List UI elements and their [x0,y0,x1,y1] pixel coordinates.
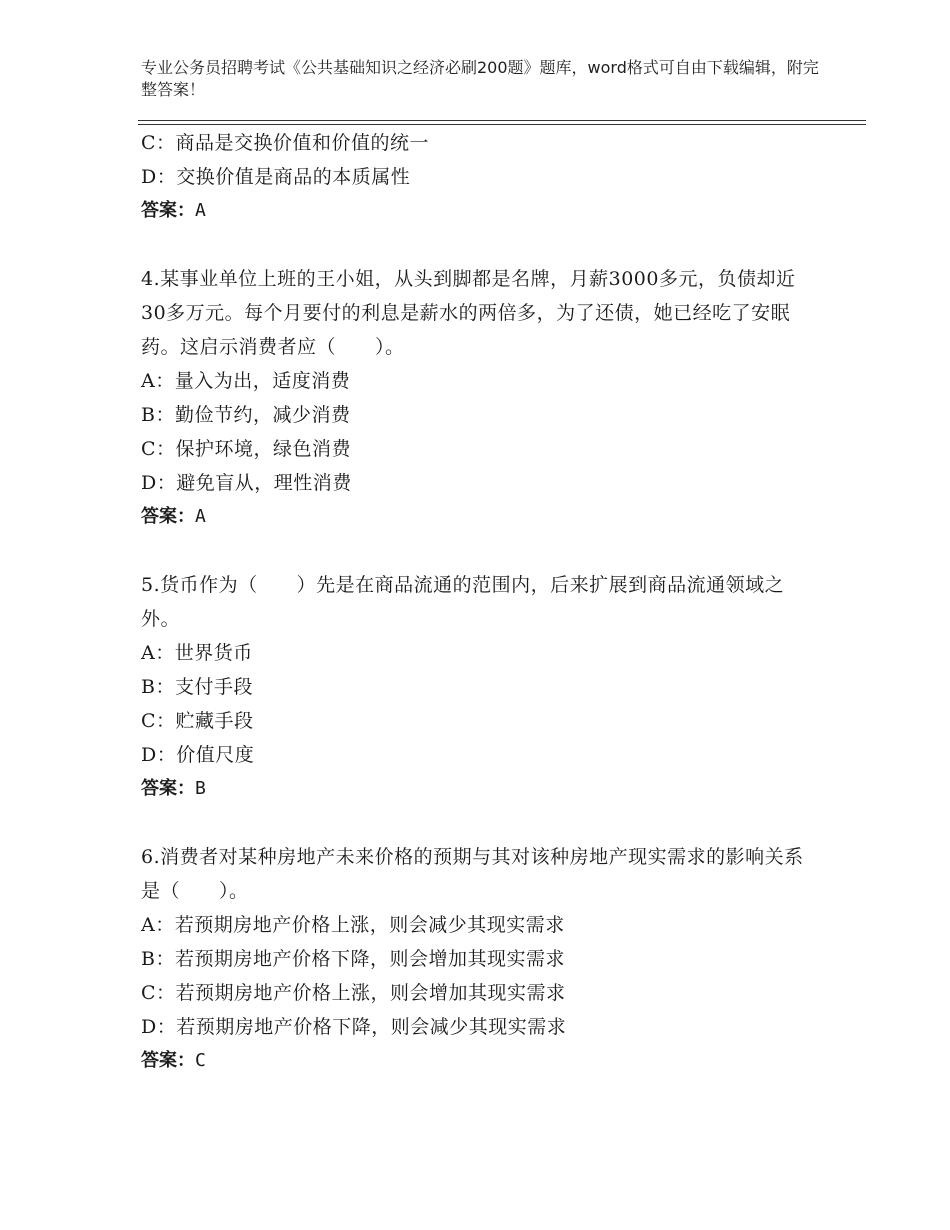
question-4 [141,262,821,534]
question-stem: 5.货币作为（ ）先是在商品流通的范围内，后来扩展到商品流通领域之外。 [141,574,785,630]
answer-value: C [195,1050,206,1071]
option-d: D：价值尺度 [141,744,255,766]
answer-label: 答案： [141,778,195,799]
document-header: 专业公务员招聘考试《公共基础知识之经济必刷200题》题库，word格式可自由下载编辑，附完整答案！ [141,58,819,99]
option-c: C：保护环境，绿色消费 [141,438,352,460]
answer-line [141,194,821,228]
header-rule-thin [138,124,866,125]
answer-line [141,772,821,806]
option-b: B：支付手段 [141,676,253,698]
option-d: D：避免盲从，理性消费 [141,472,352,494]
question-6 [141,840,821,1078]
option-d: D：交换价值是商品的本质属性 [141,166,411,188]
question-stem: 4.某事业单位上班的王小姐，从头到脚都是名牌，月薪3000多元，负债却近30多万元。每个月要付的利息是薪水的两倍多，为了还债，她已经吃了安眠药。这启示消费者应（ ）。 [141,268,796,358]
document-body [141,126,821,1078]
option-c: C：贮藏手段 [141,710,254,732]
question-5 [141,568,821,806]
option-c: C：商品是交换价值和价值的统一 [141,132,430,154]
option-a: A：量入为出，适度消费 [141,370,351,392]
option-a: A：若预期房地产价格上涨，则会减少其现实需求 [141,914,565,936]
option-b: B：若预期房地产价格下降，则会增加其现实需求 [141,948,565,970]
answer-label: 答案： [141,200,195,221]
option-c: C：若预期房地产价格上涨，则会增加其现实需求 [141,982,566,1004]
option-a: A：世界货币 [141,642,253,664]
answer-value: A [195,506,206,527]
header-rule [138,120,866,121]
answer-value: A [195,200,206,221]
option-b: B：勤俭节约，减少消费 [141,404,351,426]
question-stem: 6.消费者对某种房地产未来价格的预期与其对该种房地产现实需求的影响关系是（ ）。 [141,846,804,902]
question-3-continued [141,126,821,228]
option-d: D：若预期房地产价格下降，则会减少其现实需求 [141,1016,567,1038]
answer-value: B [195,778,206,799]
answer-line [141,500,821,534]
answer-label: 答案： [141,1050,195,1071]
answer-line [141,1044,821,1078]
answer-label: 答案： [141,506,195,527]
